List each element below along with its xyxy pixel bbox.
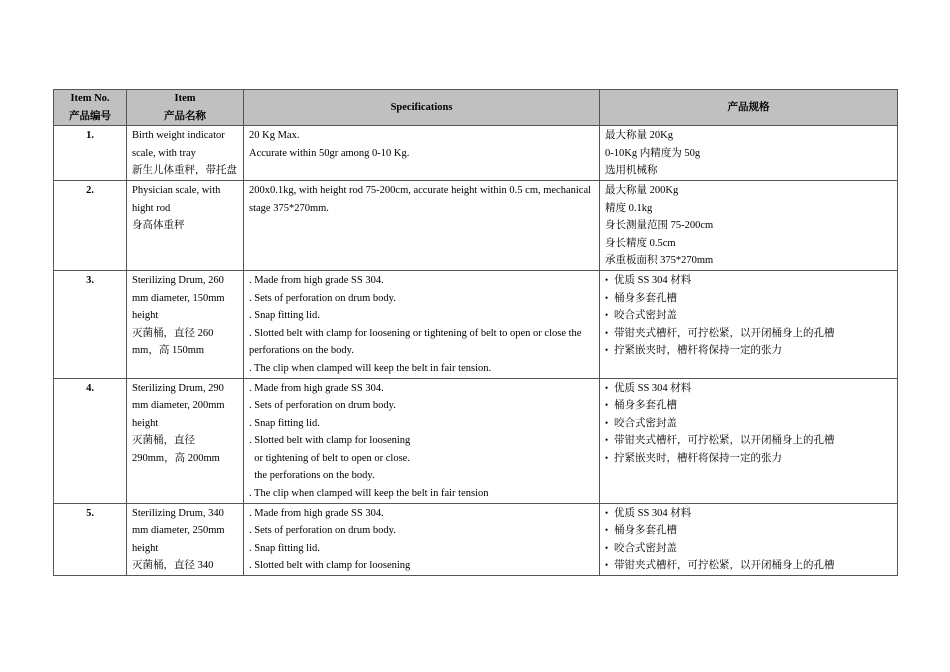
spec-cn-line: 精度 0.1kg xyxy=(605,202,653,214)
spec-cell xyxy=(244,270,600,378)
spec-line: . Sets of perforation on drum body. xyxy=(249,400,396,412)
item-number: 3. xyxy=(54,270,127,378)
item-name-cell xyxy=(127,378,244,503)
spec-cn-line: • 拧紧嵌夹时，槽杆将保持一定的张力 xyxy=(605,342,892,360)
spec-line: . Slotted belt with clamp for loosening xyxy=(249,435,411,447)
spec-cell xyxy=(244,180,600,270)
spec-cn-cell xyxy=(600,126,898,181)
spec-cn-line: • 咬合式密封盖 xyxy=(605,540,892,558)
spec-line: Accurate within 50gr among 0-10 Kg. xyxy=(249,147,410,159)
item-name-cell xyxy=(127,126,244,181)
item-name-cn: 新生儿体重秤，带托盘 xyxy=(132,165,237,177)
spec-cn-cell xyxy=(600,503,898,575)
spec-cn-cell xyxy=(600,180,898,270)
spec-cn-line: • 桶身多套孔槽 xyxy=(605,522,892,540)
spec-line: . Sets of perforation on drum body. xyxy=(249,292,396,304)
spec-line: or tightening of belt to open or close. xyxy=(249,452,410,464)
item-name-cn: 灭菌桶，直径 260 mm，高 150mm xyxy=(132,327,214,357)
spec-cn-line: 最大称量 20Kg xyxy=(605,130,673,142)
header-item-label-cn: 产品名称 xyxy=(164,110,206,122)
item-name: Physician scale, with hight rod xyxy=(132,184,221,214)
spec-line: . The clip when clamped will keep the belt in fair tension. xyxy=(249,362,492,374)
spec-cn-line: • 带钳夹式槽杆，可拧松紧，以开闭桶身上的孔槽 xyxy=(605,557,892,575)
spec-cn-line: • 带钳夹式槽杆，可拧松紧，以开闭桶身上的孔槽 xyxy=(605,325,892,343)
spec-line: the perforations on the body. xyxy=(249,470,375,482)
spec-line: . Sets of perforation on drum body. xyxy=(249,525,396,537)
header-item-no-label: Item No. xyxy=(70,93,110,104)
header-specifications-cn xyxy=(600,90,898,126)
spec-line: . Snap fitting lid. xyxy=(249,310,320,322)
spec-cn-cell xyxy=(600,378,898,503)
spec-cn-line: • 桶身多套孔槽 xyxy=(605,397,892,415)
spec-line: . Slotted belt with clamp for loosening or tightening of belt to open or close the perforations on the body. xyxy=(249,327,582,357)
spec-cn-line: 承重板面积 375*270mm xyxy=(605,255,714,267)
spec-cn-line: 身长测量范围 75-200cm xyxy=(605,220,714,232)
spec-cn-line: • 优质 SS 304 材料 xyxy=(605,272,892,290)
spec-line: . Made from high grade SS 304. xyxy=(249,382,384,394)
header-item-no xyxy=(54,90,127,126)
spec-line: . Made from high grade SS 304. xyxy=(249,507,384,519)
header-specifications-cn-label: 产品规格 xyxy=(727,101,770,113)
spec-cn-line: • 优质 SS 304 材料 xyxy=(605,505,892,523)
spec-cell xyxy=(244,503,600,575)
table-header-row xyxy=(54,90,898,126)
spec-line: . The clip when clamped will keep the belt in fair tension xyxy=(249,488,489,500)
specifications-table xyxy=(53,89,898,576)
table-row xyxy=(54,270,898,378)
spec-cn-line: • 咬合式密封盖 xyxy=(605,307,892,325)
item-name-cn: 灭菌桶，直径 340 xyxy=(132,560,214,572)
spec-line: 200x0.1kg, with height rod 75-200cm, accurate height within 0.5 cm, mechanical stage 375*270mm. xyxy=(249,184,592,214)
spec-cn-line: • 优质 SS 304 材料 xyxy=(605,380,892,398)
item-name-cn: 身高体重秤 xyxy=(132,220,185,232)
item-name: Sterilizing Drum, 260 mm diameter, 150mm height xyxy=(132,274,225,322)
item-number: 2. xyxy=(54,180,127,270)
item-number: 5. xyxy=(54,503,127,575)
header-item-label: Item xyxy=(174,93,196,104)
header-item-no-label-cn: 产品编号 xyxy=(69,110,111,122)
spec-line: . Snap fitting lid. xyxy=(249,542,320,554)
spec-cn-line: • 带钳夹式槽杆，可拧松紧，以开闭桶身上的孔槽 xyxy=(605,432,892,450)
table-row xyxy=(54,378,898,503)
spec-cn-line: 最大称量 200Kg xyxy=(605,184,679,196)
header-item xyxy=(127,90,244,126)
item-name-cell xyxy=(127,180,244,270)
spec-line: 20 Kg Max. xyxy=(249,130,300,142)
spec-cn-line: 选用机械称 xyxy=(605,165,658,177)
item-name: Sterilizing Drum, 290 mm diameter, 200mm height xyxy=(132,382,225,429)
spec-line: . Slotted belt with clamp for loosening xyxy=(249,560,411,572)
item-name: Birth weight indicator scale, with tray xyxy=(132,130,225,159)
spec-cell xyxy=(244,378,600,503)
header-specifications-label: Specifications xyxy=(390,101,453,113)
spec-cell xyxy=(244,126,600,181)
spec-cn-line: 0-10Kg 内精度为 50g xyxy=(605,147,701,159)
spec-line: . Snap fitting lid. xyxy=(249,417,320,429)
spec-cn-line: 身长精度 0.5cm xyxy=(605,237,676,249)
spec-cn-line: • 拧紧嵌夹时，槽杆将保持一定的张力 xyxy=(605,450,892,468)
table-row xyxy=(54,126,898,181)
item-number: 4. xyxy=(54,378,127,503)
table-row xyxy=(54,503,898,575)
item-name-cn: 灭菌桶，直径 290mm，高 200mm xyxy=(132,435,220,464)
item-number: 1. xyxy=(54,126,127,181)
item-name: Sterilizing Drum, 340 mm diameter, 250mm height xyxy=(132,507,225,554)
item-name-cell xyxy=(127,503,244,575)
header-specifications xyxy=(244,90,600,126)
table-row xyxy=(54,180,898,270)
item-name-cell xyxy=(127,270,244,378)
spec-cn-cell xyxy=(600,270,898,378)
spec-line: . Made from high grade SS 304. xyxy=(249,274,384,286)
spec-cn-line: • 桶身多套孔槽 xyxy=(605,290,892,308)
spec-cn-line: • 咬合式密封盖 xyxy=(605,415,892,433)
